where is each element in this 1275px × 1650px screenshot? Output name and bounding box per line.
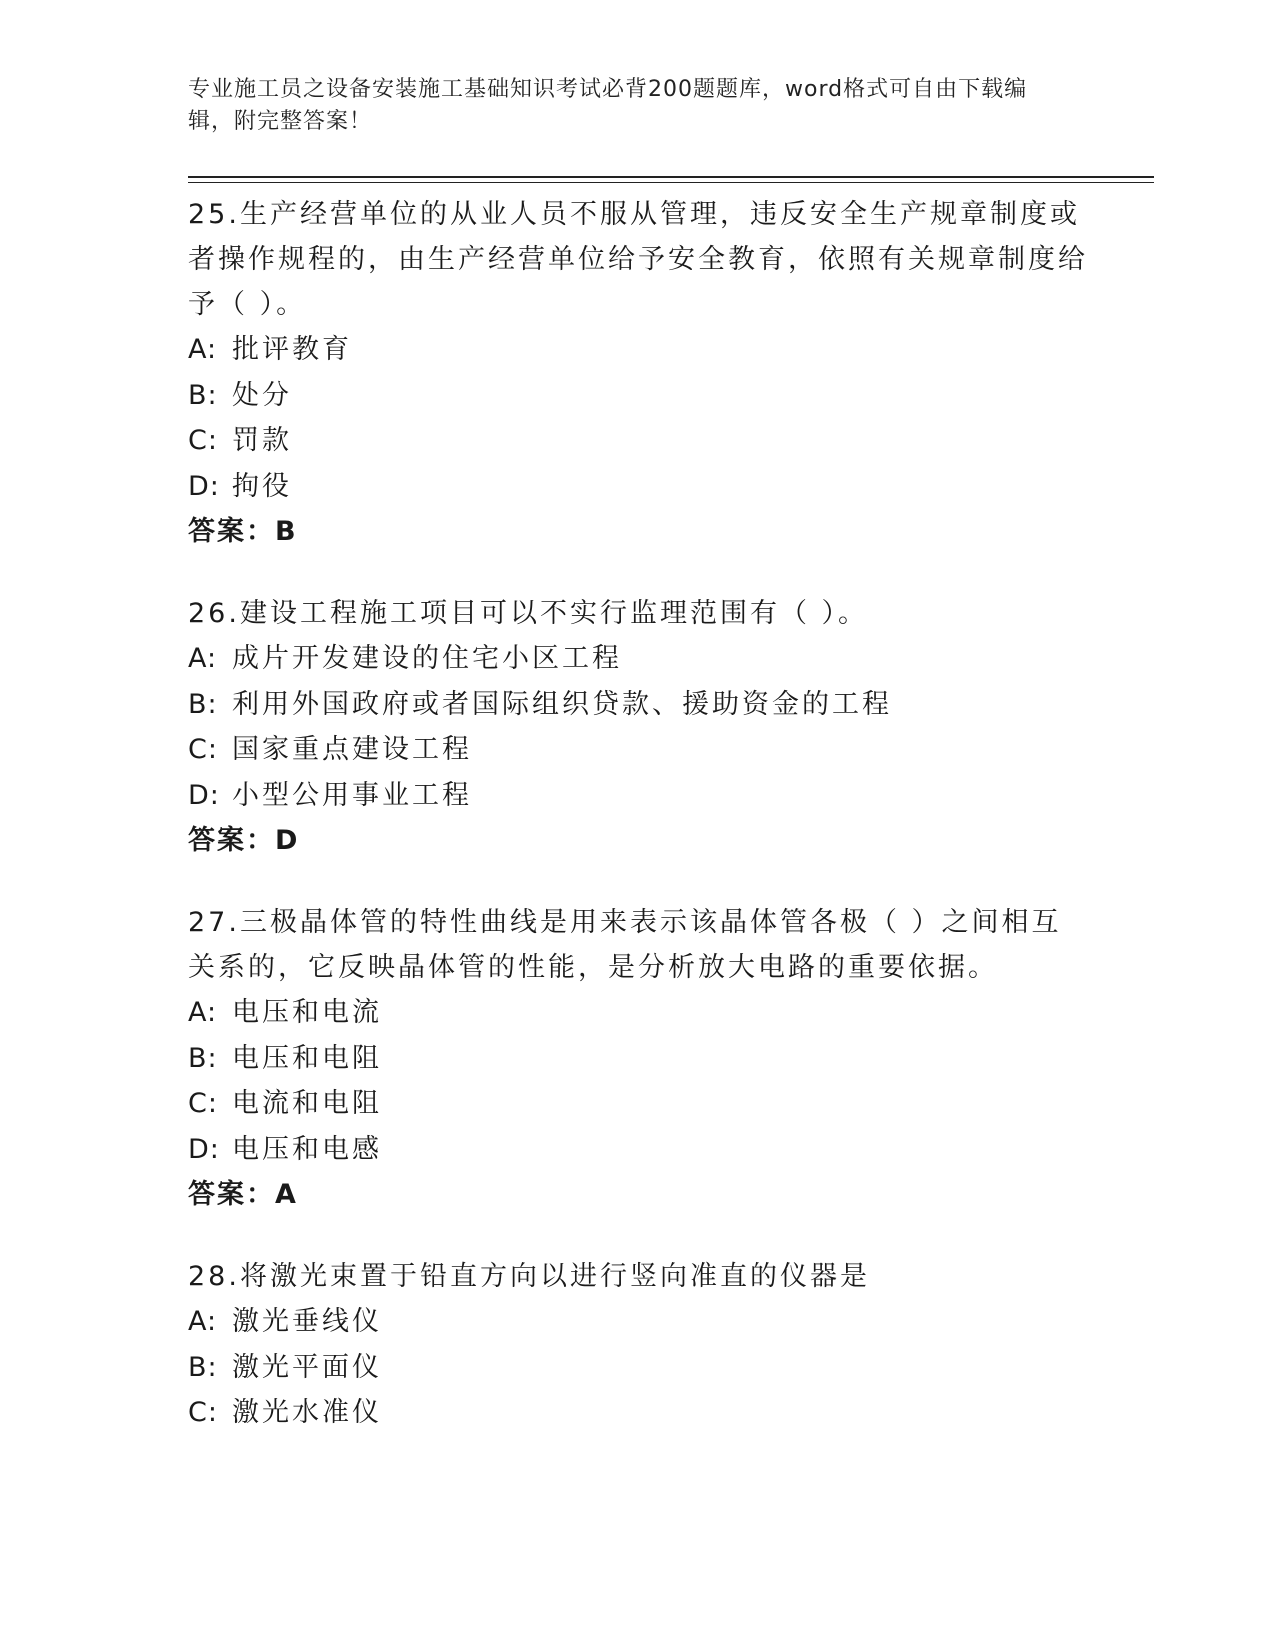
question-stem: 27.三极晶体管的特性曲线是用来表示该晶体管各极（ ）之间相互关系的，它反映晶体管的性能，是分析放大电路的重要依据。 [188, 907, 1062, 983]
option-text: 处分 [232, 379, 292, 411]
option-letter: C: [188, 1088, 218, 1119]
option-text: 电压和电感 [232, 1133, 382, 1165]
option-a [188, 1299, 1088, 1345]
option-text: 国家重点建设工程 [232, 734, 472, 765]
question-stem: 28.将激光束置于铅直方向以进行竖向准直的仪器是 [188, 1261, 870, 1292]
option-letter: B: [188, 688, 218, 720]
question-27 [188, 900, 1088, 1218]
question-stem: 25.生产经营单位的从业人员不服从管理，违反安全生产规章制度或者操作规程的，由生产经营单位给予安全教育，依照有关规章制度给予（ ）。 [188, 199, 1088, 320]
option-letter: A: [188, 643, 218, 674]
header-divider-thick [188, 176, 1154, 178]
option-c [188, 727, 1088, 773]
option-letter: A: [188, 997, 218, 1028]
option-b [188, 373, 1088, 419]
option-letter: A: [188, 334, 218, 365]
option-text: 批评教育 [232, 334, 352, 365]
option-letter: C: [188, 425, 218, 456]
option-text: 激光水准仪 [232, 1397, 382, 1428]
option-a [188, 636, 1088, 682]
option-letter: B: [188, 1351, 218, 1383]
option-text: 电压和电阻 [232, 1042, 382, 1074]
answer-line: 答案：B [188, 516, 298, 547]
question-26 [188, 591, 1088, 864]
option-text: 利用外国政府或者国际组织贷款、援助资金的工程 [232, 688, 892, 720]
option-c [188, 1081, 1088, 1127]
option-a [188, 990, 1088, 1036]
option-text: 小型公用事业工程 [232, 779, 472, 811]
option-letter: C: [188, 1397, 218, 1428]
option-text: 拘役 [232, 470, 292, 502]
option-d [188, 464, 1088, 510]
option-text: 激光平面仪 [232, 1351, 382, 1383]
question-28 [188, 1254, 1088, 1436]
option-letter: B: [188, 1042, 218, 1074]
answer-line: 答案：A [188, 1179, 298, 1210]
option-letter: B: [188, 379, 218, 411]
option-d [188, 1127, 1088, 1173]
option-text: 电流和电阻 [232, 1088, 382, 1119]
question-list [188, 192, 1088, 1472]
option-b [188, 1345, 1088, 1391]
option-a [188, 327, 1088, 373]
option-text: 罚款 [232, 425, 292, 456]
question-stem: 26.建设工程施工项目可以不实行监理范围有（ ）。 [188, 598, 869, 629]
option-b [188, 682, 1088, 728]
option-c [188, 1390, 1088, 1436]
option-letter: D: [188, 1133, 220, 1165]
header-divider-thin [188, 182, 1154, 183]
option-letter: A: [188, 1306, 218, 1337]
document-header: 专业施工员之设备安装施工基础知识考试必背200题题库，word格式可自由下载编辑，附完整答案！ [188, 77, 1028, 134]
option-d [188, 773, 1088, 819]
answer-line: 答案：D [188, 825, 300, 856]
option-letter: C: [188, 734, 218, 765]
option-letter: D: [188, 779, 220, 811]
option-letter: D: [188, 470, 220, 502]
question-25 [188, 192, 1088, 555]
option-text: 成片开发建设的住宅小区工程 [232, 643, 622, 674]
option-c [188, 418, 1088, 464]
option-text: 激光垂线仪 [232, 1306, 382, 1337]
option-text: 电压和电流 [232, 997, 382, 1028]
option-b [188, 1036, 1088, 1082]
